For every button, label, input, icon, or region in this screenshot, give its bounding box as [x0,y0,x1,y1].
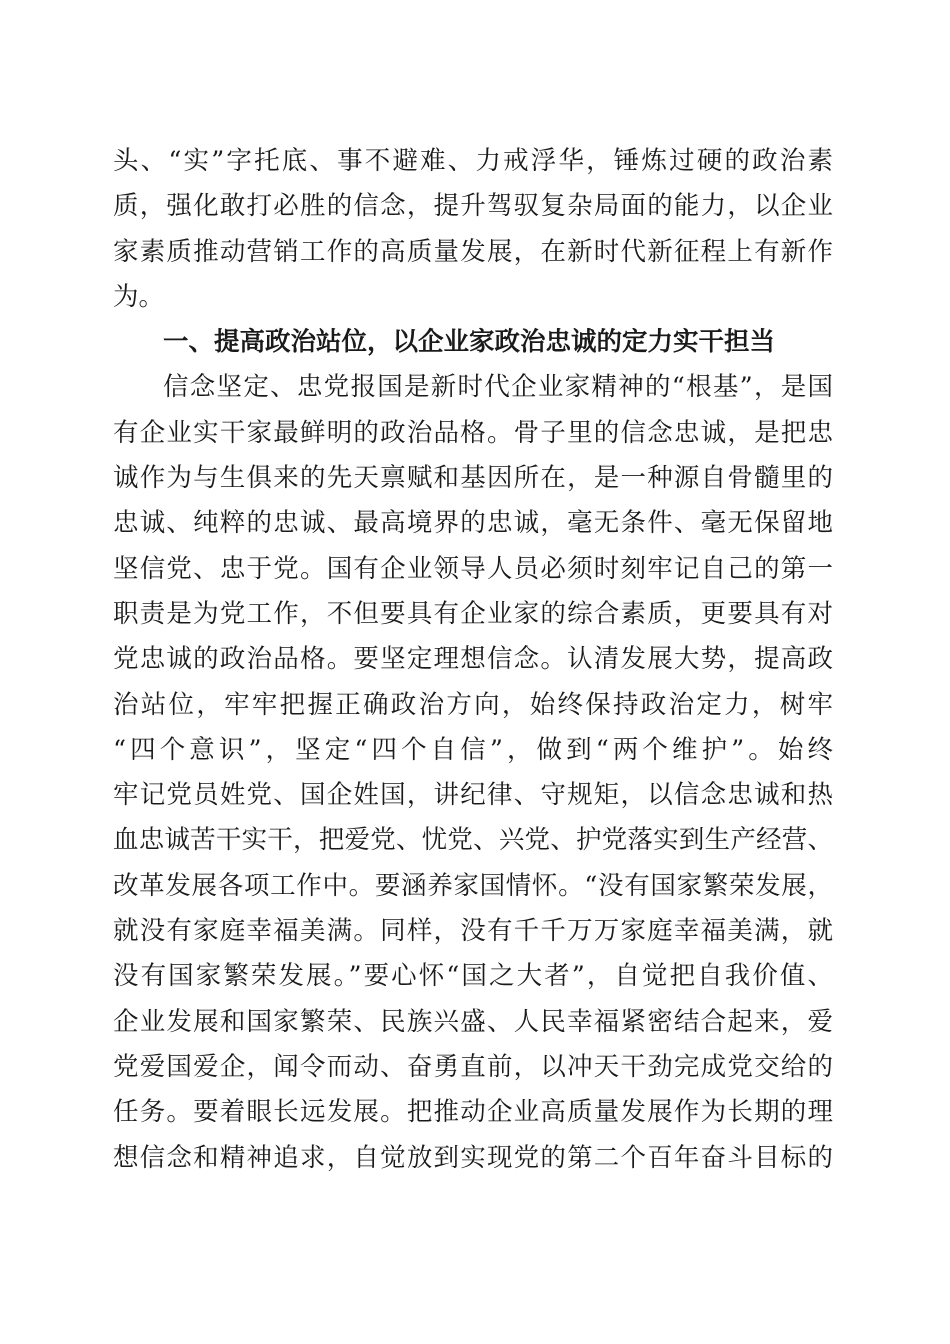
intro-line: 为。 [113,281,165,312]
paragraph-line: 治站位，牢牢把握正确政治方向，始终保持政治定力，树牢 [113,689,833,720]
paragraph-line: “四个意识”，坚定“四个自信”，做到“两个维护”。始终 [113,734,833,765]
document-body [113,139,833,1181]
paragraph-line: 党爱国爱企，闻令而动、奋勇直前，以冲天干劲完成党交给的 [113,1051,833,1082]
intro-line: 质，强化敢打必胜的信念，提升驾驭复杂局面的能力，以企业 [113,191,833,222]
paragraph-line: 牢记党员姓党、国企姓国，讲纪律、守规矩，以信念忠诚和热 [113,780,833,811]
paragraph-line: 坚信党、忠于党。国有企业领导人员必须时刻牢记自己的第一 [113,553,833,584]
paragraph-line: 党忠诚的政治品格。要坚定理想信念。认清发展大势，提高政 [113,644,833,675]
paragraph-line: 血忠诚苦干实干，把爱党、忧党、兴党、护党落实到生产经营、 [113,825,833,856]
paragraph-line: 有企业实干家最鲜明的政治品格。骨子里的信念忠诚，是把忠 [113,417,833,448]
paragraph-line: 职责是为党工作，不但要具有企业家的综合素质，更要具有对 [113,598,833,629]
section-heading: 一、提高政治站位，以企业家政治忠诚的定力实干担当 [163,327,776,358]
paragraph-line: 没有国家繁荣发展。”要心怀“国之大者”，自觉把自我价值、 [113,961,833,992]
paragraph-line: 改革发展各项工作中。要涵养家国情怀。“没有国家繁荣发展， [113,870,833,901]
paragraph-line: 信念坚定、忠党报国是新时代企业家精神的“根基”，是国 [163,372,833,403]
paragraph-line: 忠诚、纯粹的忠诚、最高境界的忠诚，毫无条件、毫无保留地 [113,508,833,539]
paragraph-line: 诚作为与生俱来的先天禀赋和基因所在，是一种源自骨髓里的 [113,463,833,494]
paragraph-line: 想信念和精神追求，自觉放到实现党的第二个百年奋斗目标的 [113,1142,833,1173]
paragraph-line: 就没有家庭幸福美满。同样，没有千千万万家庭幸福美满，就 [113,916,833,947]
intro-line: 家素质推动营销工作的高质量发展，在新时代新征程上有新作 [113,236,833,267]
intro-line: 头、“实”字托底、事不避难、力戒浮华，锤炼过硬的政治素 [113,146,833,176]
paragraph-line: 企业发展和国家繁荣、民族兴盛、人民幸福紧密结合起来，爱 [113,1006,833,1037]
paragraph-line: 任务。要着眼长远发展。把推动企业高质量发展作为长期的理 [113,1097,833,1128]
